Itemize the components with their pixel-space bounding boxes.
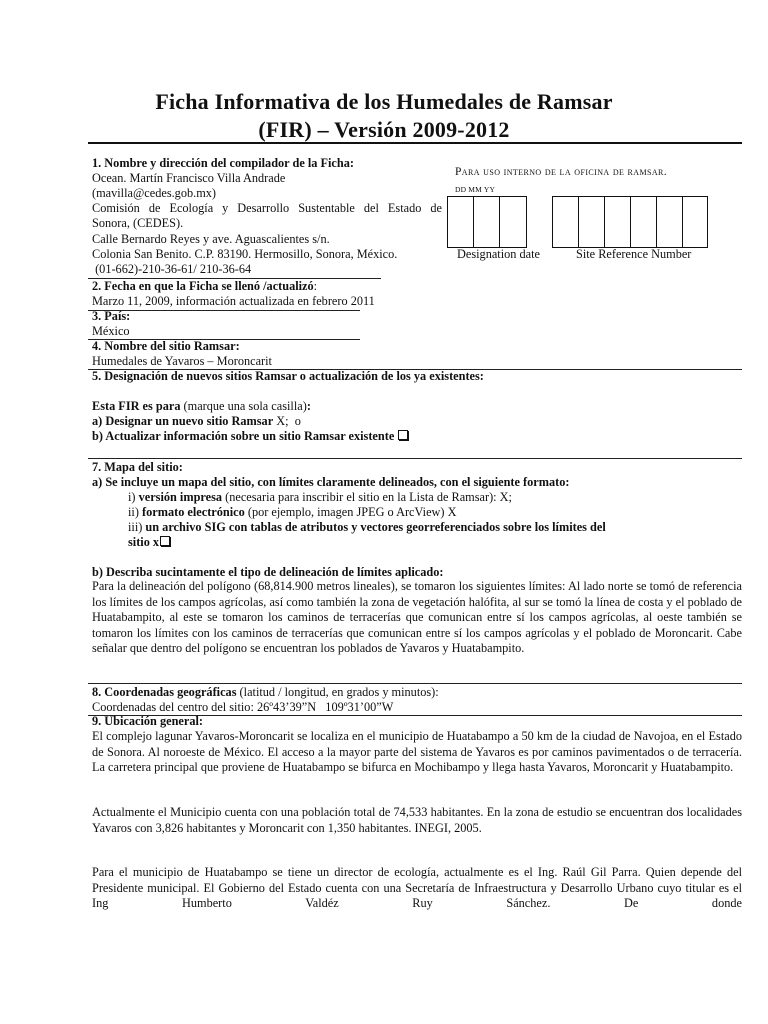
s1-line: Sonora, (CEDES). <box>92 216 184 230</box>
date-format-label: DD MM YY <box>455 185 496 194</box>
s1-line: Ocean. Martín Francisco Villa Andrade <box>92 171 286 185</box>
date-cell <box>474 197 500 247</box>
s4-value: Humedales de Yavaros – Moroncarit <box>92 354 272 368</box>
s7-a: a) Se incluye un mapa del sitio, con límites claramente delineados, con el siguiente formato: <box>92 475 570 489</box>
site-reference-label: Site Reference Number <box>576 247 692 261</box>
option-b-checkbox[interactable] <box>398 430 408 440</box>
s2-heading: 2. Fecha en que la Ficha se llenó /actualizó: <box>92 279 318 293</box>
designation-date-label: Designation date <box>457 247 540 261</box>
s9-p1: El complejo lagunar Yavaros-Moroncarit se localiza en el municipio de Huatabampo a 50 km de la ciudad de Navojoa, en el Estado de Sonora. Al noroeste de México. El acceso a la mayor parte del sistema de Yavaros es por caminos pavimentados o de terracería. La carretera principal que proviene de Huatabampo se bifurca en Mochibampo y llega hasta Yavaros, Moroncarit y Huatabampito. <box>92 729 742 775</box>
s8-heading: 8. Coordenadas geográficas (latitud / longitud, en grados y minutos): <box>92 685 439 699</box>
option-a-line: a) Designar un nuevo sitio Ramsar X; o <box>92 414 301 428</box>
ref-cell <box>631 197 657 247</box>
s8-value: Coordenadas del centro del sitio: 26º43’39”N 109º31’00”W <box>92 700 394 714</box>
s7-heading: 7. Mapa del sitio: <box>92 460 183 474</box>
office-use-title: Para uso interno de la oficina de ramsar. <box>455 166 668 178</box>
ref-cell <box>579 197 605 247</box>
s7-i: i) versión impresa (necesaria para inscribir el sitio en la Lista de Ramsar): X; <box>128 490 512 504</box>
s7-b-heading: b) Describa sucintamente el tipo de delineación de límites aplicado: <box>92 565 444 579</box>
s5-heading: 5. Designación de nuevos sitios Ramsar o actualización de los ya existentes: <box>92 369 484 383</box>
ref-cell <box>657 197 683 247</box>
site-reference-box[interactable] <box>552 196 708 248</box>
document-title-line2: (FIR) – Versión 2009-2012 <box>258 117 510 142</box>
s9-heading: 9. Ubicación general: <box>92 714 203 728</box>
s1-line: Colonia San Benito. C.P. 83190. Hermosillo, Sonora, México. <box>92 247 398 261</box>
s1-line: (mavilla@cedes.gob.mx) <box>92 186 217 200</box>
s7-iii-cont: sitio x <box>128 535 170 551</box>
option-b-line: b) Actualizar información sobre un sitio Ramsar existente <box>92 429 408 445</box>
s3-heading: 3. País: <box>92 309 131 323</box>
fir-para-line: Esta FIR es para (marque una sola casilla): <box>92 399 311 413</box>
s5-rule <box>88 458 742 459</box>
s7-b-text: Para la delineación del polígono (68,814.900 metros lineales), se tomaron los siguientes límites: Al lado norte se tomó de referencia los límites de los campos agrícolas, así como también la zona de vegetación halófita, al sur se tomó la línea de costa y el poblado de Huatabampito, al este se tomaron los caminos de terracerías que comunican entre sí los campos agrícolas, al oeste también se tomaron los límites con los caminos de terracerías que comunican entre sí los campos agrícolas y el poblado de Moroncarit. Cabe señalar que dentro del polígono se encuentran los poblados de Yavaros y Huatabampito. <box>92 579 742 656</box>
s1-line: (01-662)-210-36-61/ 210-36-64 <box>92 262 252 276</box>
s1-line: Calle Bernardo Reyes y ave. Aguascalientes s/n. <box>92 232 330 246</box>
s7-iii: iii) un archivo SIG con tablas de atributos y vectores georreferenciados sobre los límites del <box>128 520 606 534</box>
s9-p3: Para el municipio de Huatabampo se tiene un director de ecología, actualmente es el Ing. Raúl Gil Parra. Quien depende del Presidente municipal. El Gobierno del Estado cuenta con una Secretaría de Infraestructura y Desarrollo Urbano cuyo titular es el Ing Humberto Valdéz Ruy Sánchez. De donde <box>92 865 742 911</box>
s7-rule <box>88 683 742 684</box>
s4-heading: 4. Nombre del sitio Ramsar: <box>92 339 240 353</box>
ref-cell <box>605 197 631 247</box>
s3-value: México <box>92 324 130 338</box>
date-cell <box>448 197 474 247</box>
designation-date-box[interactable] <box>447 196 527 248</box>
document-title-line1: Ficha Informativa de los Humedales de Ramsar <box>155 89 613 114</box>
s1-heading: 1. Nombre y dirección del compilador de la Ficha: <box>92 156 354 170</box>
s9-p2: Actualmente el Municipio cuenta con una población total de 74,533 habitantes. En la zona de estudio se encuentran dos localidades Yavaros con 3,826 habitantes y Moroncarit con 1,350 habitantes. INEGI, 2005. <box>92 805 742 835</box>
s7-ii: ii) formato electrónico (por ejemplo, imagen JPEG o ArcView) X <box>128 505 457 519</box>
title-rule <box>88 142 742 144</box>
s1-line: Comisión de Ecología y Desarrollo Sustentable del Estado de <box>92 201 442 215</box>
s2-value: Marzo 11, 2009, información actualizada en febrero 2011 <box>92 294 375 308</box>
sig-checkbox[interactable] <box>160 536 170 546</box>
ref-cell <box>553 197 579 247</box>
